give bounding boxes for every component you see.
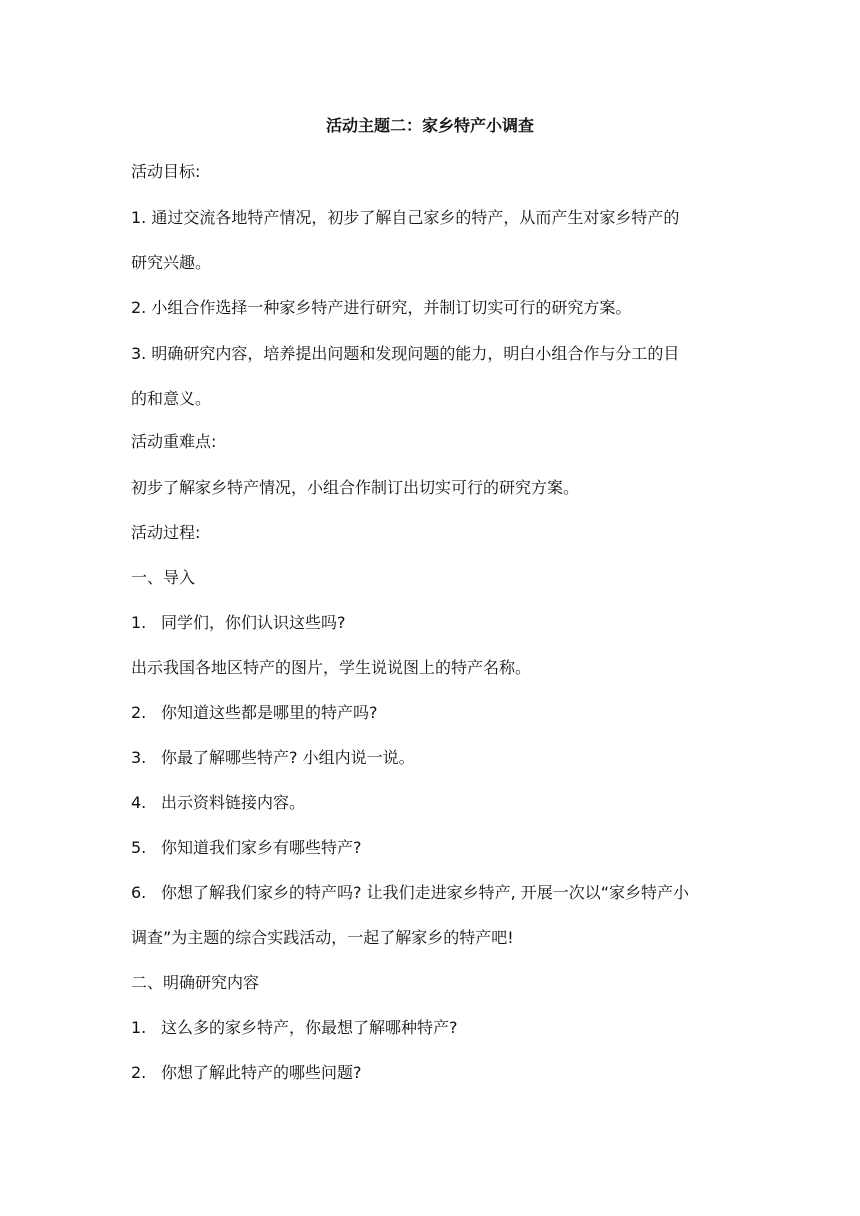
item-number: 6. — [131, 883, 147, 902]
numbered-item — [131, 701, 378, 725]
paragraph-line — [131, 251, 211, 275]
section-heading-research — [131, 971, 259, 995]
item-number: 5. — [131, 838, 147, 857]
page-title: 活动主题二：家乡特产小调查 — [325, 116, 534, 135]
item-number: 1. — [131, 613, 147, 632]
line-text: 这么多的家乡特产，你最想了解哪种特产? — [161, 1018, 458, 1037]
line-text: 出示我国各地区特产的图片，学生说说图上的特产名称。 — [131, 658, 532, 677]
line-text: 活动过程: — [131, 523, 201, 542]
line-text: 你知道我们家乡有哪些特产? — [161, 838, 362, 857]
line-text: 1. 通过交流各地特产情况，初步了解自己家乡的特产，从而产生对家乡特产的 — [131, 208, 680, 227]
section-heading-intro — [131, 566, 195, 590]
line-text: 3. 明确研究内容，培养提出问题和发现问题的能力，明白小组合作与分工的目 — [131, 344, 680, 363]
section-heading-key-points — [131, 430, 216, 454]
line-text: 你知道这些都是哪里的特产吗? — [161, 703, 378, 722]
line-text: 二、明确研究内容 — [131, 973, 260, 992]
section-heading-process — [131, 521, 200, 545]
line-text: 调查”为主题的综合实践活动，一起了解家乡的特产吧! — [131, 928, 514, 947]
item-number: 2. — [131, 703, 147, 722]
line-text: 的和意义。 — [131, 389, 212, 408]
paragraph-line — [131, 656, 531, 680]
paragraph-line — [131, 342, 679, 366]
section-heading-goals — [131, 160, 200, 184]
line-text: 活动目标: — [131, 162, 201, 181]
item-number: 4. — [131, 793, 147, 812]
numbered-item — [131, 611, 346, 635]
paragraph-line — [131, 926, 514, 950]
line-text: 你最了解哪些特产? 小组内说一说。 — [161, 748, 415, 767]
item-number: 1. — [131, 1018, 147, 1037]
item-number: 3. — [131, 748, 147, 767]
paragraph-line — [131, 476, 579, 500]
line-text: 出示资料链接内容。 — [161, 793, 306, 812]
numbered-item — [131, 1016, 458, 1040]
line-text: 2. 小组合作选择一种家乡特产进行研究，并制订切实可行的研究方案。 — [131, 298, 632, 317]
line-text: 你想了解我们家乡的特产吗? 让我们走进家乡特产, 开展一次以“家乡特产小 — [161, 883, 690, 902]
paragraph-line — [131, 206, 679, 230]
numbered-item — [131, 1061, 362, 1085]
item-number: 2. — [131, 1063, 147, 1082]
paragraph-line — [131, 387, 211, 411]
line-text: 你想了解此特产的哪些问题? — [161, 1063, 362, 1082]
numbered-item — [131, 791, 305, 815]
numbered-item — [131, 836, 362, 860]
line-text: 研究兴趣。 — [131, 253, 212, 272]
line-text: 活动重难点: — [131, 432, 217, 451]
line-text: 一、导入 — [131, 568, 196, 587]
line-text: 同学们，你们认识这些吗? — [161, 613, 346, 632]
line-text: 初步了解家乡特产情况，小组合作制订出切实可行的研究方案。 — [131, 478, 580, 497]
numbered-item — [131, 881, 689, 905]
paragraph-line — [131, 296, 631, 320]
numbered-item — [131, 746, 415, 770]
